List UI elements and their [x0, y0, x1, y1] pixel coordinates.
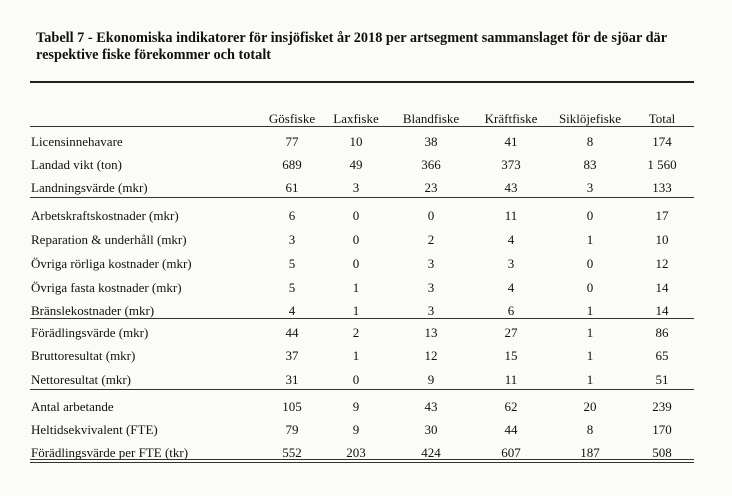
- table-cell: 2: [427, 232, 435, 247]
- table-cell: 77: [285, 134, 299, 149]
- table-cell: 373: [501, 157, 521, 172]
- row-label: Övriga fasta kostnader (mkr): [31, 280, 182, 295]
- table-cell: 5: [288, 256, 296, 271]
- table-cell: 4: [507, 232, 515, 247]
- row-label: Reparation & underhåll (mkr): [31, 232, 187, 247]
- table-cell: 12: [424, 348, 438, 363]
- table-cell: 0: [352, 372, 360, 387]
- table-cell: 508: [652, 445, 672, 460]
- table-cell: 1: [586, 325, 594, 340]
- table-cell: 3: [507, 256, 515, 271]
- table-cell: 170: [652, 422, 672, 437]
- table-cell: 41: [504, 134, 518, 149]
- table-cell: 0: [352, 232, 360, 247]
- table-cell: 3: [352, 180, 360, 195]
- row-label: Bruttoresultat (mkr): [31, 348, 136, 363]
- table-cell: 10: [655, 232, 669, 247]
- bottom-rule: [30, 459, 694, 463]
- table-cell: 30: [424, 422, 438, 437]
- table-cell: 65: [655, 348, 669, 363]
- table-cell: 11: [504, 372, 518, 387]
- table-caption: Tabell 7 - Ekonomiska indikatorer för insjöfisket år 2018 per artsegment sammanslaget för de sjöar där respektive fiske förekommer och totalt: [36, 30, 667, 63]
- table-cell: 17: [655, 208, 669, 223]
- column-header: Blandfiske: [402, 111, 460, 126]
- table-cell: 31: [285, 372, 299, 387]
- column-header: Gösfiske: [268, 111, 316, 126]
- table-cell: 43: [504, 180, 518, 195]
- top-rule: [30, 81, 694, 83]
- table-cell: 4: [507, 280, 515, 295]
- table-cell: 187: [580, 445, 600, 460]
- table-cell: 133: [652, 180, 672, 195]
- group-rule-3: [30, 389, 694, 390]
- table-cell: 14: [655, 303, 669, 318]
- table-cell: 14: [655, 280, 669, 295]
- table-cell: 174: [652, 134, 672, 149]
- table-cell: 1: [586, 303, 594, 318]
- header-rule: [30, 126, 694, 127]
- table-cell: 9: [427, 372, 435, 387]
- table-cell: 6: [288, 208, 296, 223]
- table-cell: 0: [427, 208, 435, 223]
- table-cell: 1 560: [647, 157, 677, 172]
- table-cell: 607: [501, 445, 521, 460]
- table-cell: 8: [586, 422, 594, 437]
- row-label: Förädlingsvärde (mkr): [31, 325, 149, 340]
- table-cell: 23: [424, 180, 438, 195]
- row-label: Licensinnehavare: [31, 134, 123, 149]
- row-label: Bränslekostnader (mkr): [31, 303, 155, 318]
- row-label: Övriga rörliga kostnader (mkr): [31, 256, 192, 271]
- column-header: Laxfiske: [333, 111, 379, 126]
- table-cell: 1: [352, 348, 360, 363]
- table-cell: 27: [504, 325, 518, 340]
- row-label: Förädlingsvärde per FTE (tkr): [31, 445, 189, 460]
- table-cell: 13: [424, 325, 438, 340]
- table-cell: 239: [652, 399, 672, 414]
- row-label: Nettoresultat (mkr): [31, 372, 131, 387]
- row-label: Heltidsekvivalent (FTE): [31, 422, 158, 437]
- column-header: Total: [648, 111, 676, 126]
- table-cell: 44: [285, 325, 299, 340]
- table-cell: 38: [424, 134, 438, 149]
- table-cell: 83: [583, 157, 597, 172]
- table-cell: 1: [586, 372, 594, 387]
- column-header: Kräftfiske: [484, 111, 538, 126]
- table-cell: 10: [349, 134, 363, 149]
- table-cell: 105: [282, 399, 302, 414]
- row-label: Antal arbetande: [31, 399, 114, 414]
- table-cell: 11: [504, 208, 518, 223]
- table-cell: 0: [586, 208, 594, 223]
- table-cell: 4: [288, 303, 296, 318]
- table-cell: 51: [655, 372, 669, 387]
- table-cell: 62: [504, 399, 518, 414]
- table-cell: 86: [655, 325, 669, 340]
- table-cell: 3: [427, 280, 435, 295]
- table-cell: 3: [586, 180, 594, 195]
- table-cell: 552: [282, 445, 302, 460]
- row-label: Landad vikt (ton): [31, 157, 122, 172]
- table-cell: 1: [352, 280, 360, 295]
- table-cell: 61: [285, 180, 299, 195]
- table-cell: 3: [288, 232, 296, 247]
- group-rule-1: [30, 197, 694, 198]
- table-cell: 12: [655, 256, 669, 271]
- table-cell: 0: [352, 208, 360, 223]
- column-header: Siklöjefiske: [558, 111, 622, 126]
- table-cell: 2: [352, 325, 360, 340]
- table-cell: 0: [586, 256, 594, 271]
- group-rule-2: [30, 318, 694, 319]
- table-cell: 9: [352, 422, 360, 437]
- table-cell: 15: [504, 348, 518, 363]
- table-cell: 6: [507, 303, 515, 318]
- table-cell: 8: [586, 134, 594, 149]
- row-label: Landningsvärde (mkr): [31, 180, 148, 195]
- table-cell: 49: [349, 157, 363, 172]
- table-cell: 1: [352, 303, 360, 318]
- table-cell: 37: [285, 348, 299, 363]
- table-cell: 1: [586, 232, 594, 247]
- table-cell: 424: [421, 445, 441, 460]
- table-cell: 1: [586, 348, 594, 363]
- table-cell: 44: [504, 422, 518, 437]
- table-cell: 0: [352, 256, 360, 271]
- table-cell: 20: [583, 399, 597, 414]
- table-cell: 366: [421, 157, 441, 172]
- table-cell: 79: [285, 422, 299, 437]
- table-cell: 3: [427, 303, 435, 318]
- table-cell: 689: [282, 157, 302, 172]
- row-label: Arbetskraftskostnader (mkr): [31, 208, 179, 223]
- table-cell: 3: [427, 256, 435, 271]
- table-cell: 9: [352, 399, 360, 414]
- table-cell: 0: [586, 280, 594, 295]
- table-cell: 43: [424, 399, 438, 414]
- table-cell: 5: [288, 280, 296, 295]
- table-cell: 203: [346, 445, 366, 460]
